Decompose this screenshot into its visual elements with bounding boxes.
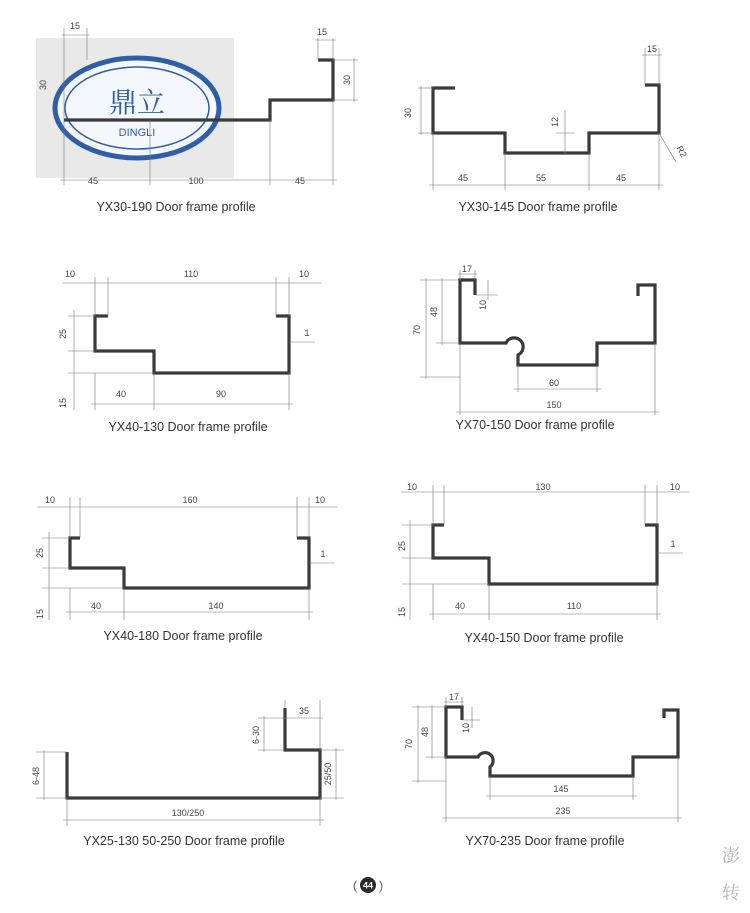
dim-label: 15 — [316, 27, 328, 37]
dim-label: 10 — [406, 482, 418, 492]
profile-shape — [460, 280, 655, 365]
dim-label: 30 — [38, 79, 48, 91]
dim-label: 25 — [58, 328, 68, 340]
dim-label: 110 — [183, 269, 199, 279]
dim-label: 48 — [429, 306, 439, 318]
svg-text:(: ( — [352, 878, 358, 893]
dim-label: 15 — [397, 606, 407, 618]
dim-label: 25/50 — [323, 762, 333, 786]
profile-caption: YX40-130 Door frame profile — [108, 420, 268, 434]
dim-label: 45 — [615, 173, 627, 183]
dim-label: 90 — [215, 389, 227, 399]
profile-shape — [95, 316, 289, 373]
profile-caption: YX30-145 Door frame profile — [458, 200, 618, 214]
dim-label: 45 — [294, 176, 306, 186]
dim-label: 6-30 — [251, 725, 261, 745]
dim-label: 10 — [64, 269, 76, 279]
profile-yx70-235 — [404, 692, 682, 848]
dim-label: 15 — [69, 21, 81, 31]
profile-yx40-150 — [397, 482, 690, 645]
dim-label: 30 — [403, 107, 413, 119]
dim-label: 15 — [58, 397, 68, 409]
profile-shape — [433, 85, 659, 153]
profile-yx40-180 — [35, 495, 338, 643]
profile-caption: YX70-235 Door frame profile — [465, 834, 625, 848]
dim-label: 130/250 — [171, 808, 205, 818]
dim-label: 40 — [115, 389, 127, 399]
profile-yx40-130 — [58, 269, 322, 434]
dim-label: 35 — [298, 706, 310, 716]
company-logo — [36, 38, 234, 178]
dim-label: 48 — [420, 726, 430, 738]
profile-caption: YX40-150 Door frame profile — [464, 631, 624, 645]
dim-label: 160 — [182, 495, 198, 505]
dim-label: 10 — [314, 495, 326, 505]
dim-label: 145 — [553, 784, 569, 794]
dim-label: 235 — [555, 806, 571, 816]
svg-text:): ) — [378, 878, 384, 893]
dim-label: 130 — [535, 482, 551, 492]
dim-label: 25 — [397, 540, 407, 552]
dim-label: 55 — [535, 173, 547, 183]
dim-label: 25 — [35, 547, 45, 559]
dim-label: 10 — [669, 482, 681, 492]
dim-label: 70 — [404, 738, 414, 750]
dim-label: 45 — [87, 176, 99, 186]
logo-english-text: DINGLI — [118, 127, 156, 139]
dim-label: 40 — [454, 601, 466, 611]
dim-label: 1 — [304, 328, 310, 338]
dim-label: 10 — [461, 722, 471, 734]
dim-label: 10 — [478, 299, 488, 311]
dim-label: 60 — [548, 378, 560, 388]
profile-caption: YX25-130 50-250 Door frame profile — [83, 834, 285, 848]
profile-shape — [67, 708, 320, 798]
dim-label: 140 — [208, 601, 224, 611]
dim-label: 10 — [298, 269, 310, 279]
profile-shape — [433, 525, 657, 584]
profile-yx25-130 — [31, 700, 344, 848]
dim-label: 17 — [461, 264, 473, 274]
dim-label: 150 — [546, 400, 562, 410]
dim-label: 100 — [188, 176, 204, 186]
dim-label: 6-48 — [31, 766, 41, 786]
dim-label: 45 — [457, 173, 469, 183]
page-number-text: 44 — [362, 880, 374, 891]
dim-label: 12 — [550, 116, 560, 128]
profile-caption: YX30-190 Door frame profile — [96, 200, 256, 214]
profile-shape — [446, 707, 678, 776]
dim-label: 15 — [646, 44, 658, 54]
dim-label: 17 — [448, 692, 460, 702]
profile-caption: YX40-180 Door frame profile — [103, 629, 263, 643]
dim-label: 1 — [320, 549, 326, 559]
dim-label: R2 — [674, 144, 689, 160]
dim-label: 110 — [566, 601, 582, 611]
profile-yx70-150 — [412, 264, 659, 432]
dim-label: 15 — [35, 608, 45, 620]
profile-yx30-145 — [403, 44, 689, 214]
dim-label: 1 — [670, 539, 676, 549]
dim-label: 10 — [44, 495, 56, 505]
logo-chinese-text: 鼎立 — [108, 87, 166, 118]
dim-label: 70 — [412, 324, 422, 336]
dim-label: 30 — [342, 74, 352, 86]
page-number — [353, 877, 383, 893]
edge-text-top: 澎 — [722, 846, 740, 866]
profile-caption: YX70-150 Door frame profile — [455, 418, 615, 432]
edge-text-bottom: 转 — [722, 883, 740, 903]
profile-shape — [70, 538, 309, 588]
dim-label: 40 — [90, 601, 102, 611]
